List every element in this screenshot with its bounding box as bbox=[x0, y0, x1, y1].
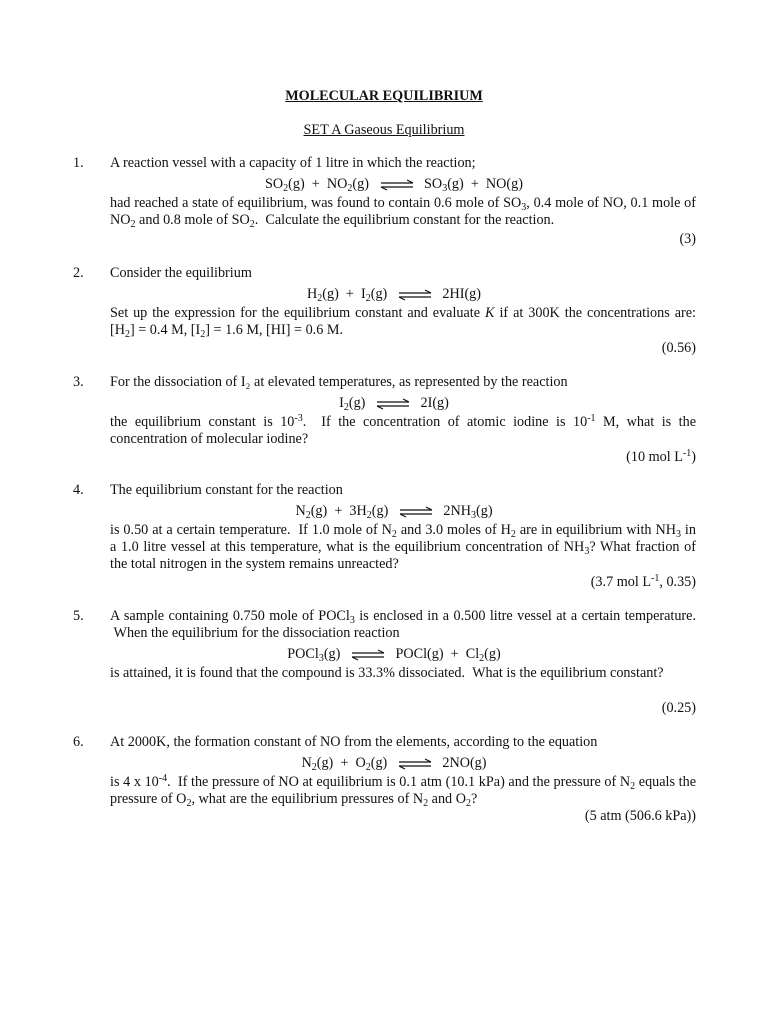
question-lead: A sample containing 0.750 mole of POCl$_3$ is enclosed in a 0.500 litre vessel at a certain temperature. When the equilibrium for the dissociation reaction bbox=[110, 608, 696, 641]
answer: (10 mol $L^{-1}$) bbox=[626, 448, 696, 465]
equilibrium-arrow-icon bbox=[397, 758, 433, 770]
page-title: MOLECULAR EQUILIBRIUM bbox=[285, 88, 483, 104]
reaction-equation: $I_2(g)$ 2I(g) bbox=[339, 395, 449, 413]
question-number: 6. bbox=[73, 734, 84, 750]
question-number: 1. bbox=[73, 155, 84, 171]
reaction-equation: $N_2(g) + 3H_2(g)$ $2NH_3(g)$ bbox=[295, 503, 493, 521]
answer: (5 atm (506.6 kPa)) bbox=[584, 808, 696, 824]
equilibrium-arrow-icon bbox=[398, 506, 434, 518]
reaction-equation: POCl$_3$(g) POCl(g) + $Cl_2(g)$ bbox=[287, 646, 501, 664]
question-number: 5. bbox=[73, 608, 84, 624]
question-lead: For the dissociation of I₂ at elevated temperatures, as represented by the reaction bbox=[110, 374, 568, 390]
reaction-equation: $SO_2(g) + NO_2(g) SO_3(g) + NO(g)$ bbox=[265, 176, 523, 194]
question-body: the equilibrium constant is $10^{-3}$. If the concentration of atomic iodine is $10^{-1}$ M, what is the concentration of molecular iodine? bbox=[110, 413, 697, 447]
question-lead: At 2000K, the formation constant of NO from the elements, according to the equation bbox=[110, 734, 598, 750]
question-number: 2. bbox=[73, 265, 84, 281]
question-body: Set up the expression for the equilibrium constant and evaluate K if at 300K the concentrations are: $[H_2] = 0.4$ M, $[I_2] = 1.6$ M, [HI] = 0.6 M. bbox=[110, 305, 696, 340]
answer: (3.7 mol $L^{-1}$, 0.35) bbox=[590, 573, 696, 590]
equilibrium-arrow-icon bbox=[379, 179, 415, 191]
question-body: is 0.50 at a certain temperature. If 1.0 mole of $N_2$ and 3.0 moles of $H_2$ are in equilibrium with $NH_3$ in a 1.0 litre vessel at this temperature, what is the equilibrium concentration of $NH_3$? What fraction of the total nitrogen in the system remains unreacted? bbox=[110, 522, 697, 572]
question-body: is 4 x $10^{-4}$. If the pressure of NO at equilibrium is 0.1 atm (10.1 kPa) and the pressure of $N_2$ equals the pressure of $O_2$, what are the equilibrium pressures of $N_2$ and $O_2$? bbox=[110, 773, 696, 809]
question-lead: A reaction vessel with a capacity of 1 litre in which the reaction; bbox=[110, 155, 476, 171]
answer: (3) bbox=[679, 231, 696, 247]
question-body: is attained, it is found that the compound is 33.3% dissociated. What is the equilibrium constant? bbox=[110, 665, 664, 681]
equilibrium-arrow-icon bbox=[397, 289, 433, 301]
question-lead: Consider the equilibrium bbox=[110, 265, 252, 281]
reaction-equation: $N_2(g) + O_2(g)$ 2NO(g) bbox=[301, 755, 487, 773]
equilibrium-arrow-icon bbox=[375, 398, 411, 410]
answer: (0.56) bbox=[661, 340, 696, 356]
reaction-equation: $H_2(g) + I_2(g)$ 2HI(g) bbox=[307, 286, 481, 304]
question-lead: The equilibrium constant for the reaction bbox=[110, 482, 343, 498]
question-number: 4. bbox=[73, 482, 84, 498]
answer: (0.25) bbox=[661, 700, 696, 716]
section-subtitle: SET A Gaseous Equilibrium bbox=[303, 122, 465, 138]
question-number: 3. bbox=[73, 374, 84, 390]
equilibrium-arrow-icon bbox=[350, 649, 386, 661]
question-body: had reached a state of equilibrium, was found to contain 0.6 mole of $SO_3$, 0.4 mole of NO, 0.1 mole of $NO_2$ and 0.8 mole of $SO_2$. Calculate the equilibrium constant for the reaction. bbox=[110, 195, 696, 230]
